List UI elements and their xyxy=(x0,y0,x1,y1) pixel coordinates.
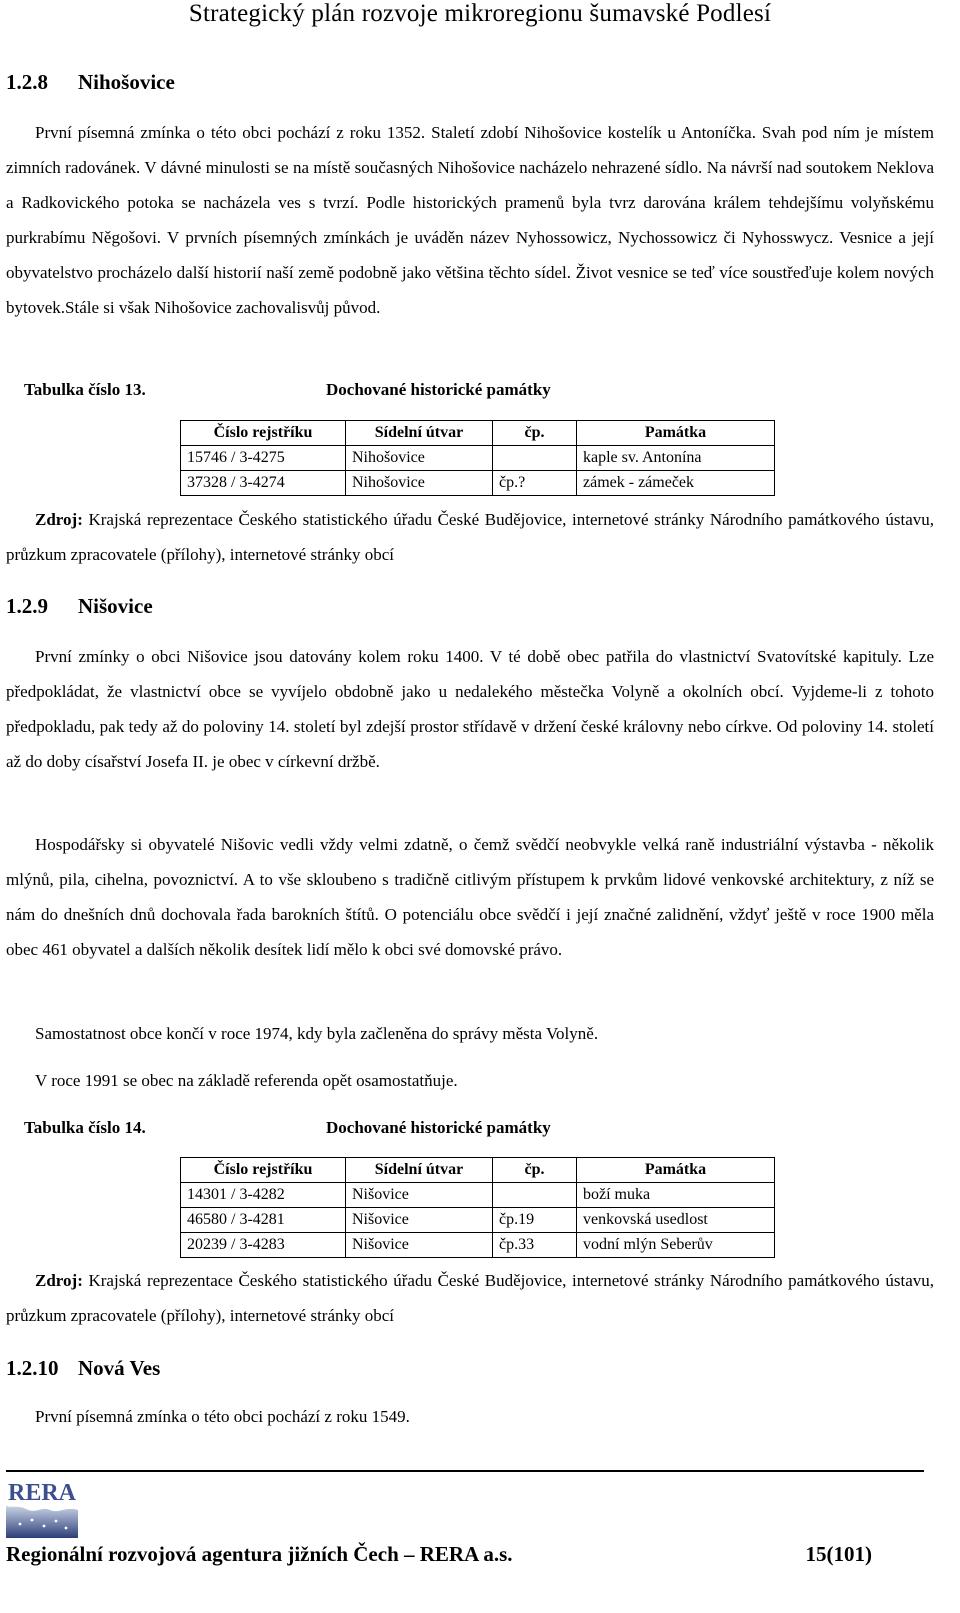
paragraph-nihosovice: První písemná zmínka o této obci pochází z roku 1352. Staletí zdobí Nihošovice kostelík u Antoníčka. Svah pod ním je místem zimních radovánek. V dávné minulosti se na místě současných Nihošovice nacházelo nehrazené sídlo. Na návrší nad soutokem Neklova a Radkovického potoka se nacházela ves s tvrzí. Podle historických pramenů byla tvrz darována králem tehdejšímu volyňskému purkrabímu Něgošovi. V prvních písemných zmínkách je uváděn název Nyhossowicz, Nychossowicz či Nyhosswycz. Vesnice a její obyvatelstvo procházelo další historií naší země podobně jako většina těchto sídel. Život vesnice se teď více soustřeďuje kolem nových bytovek.Stále si však Nihošovice zachovalisvůj původ. xyxy=(6,123,934,317)
table-cell: Nihošovice xyxy=(346,471,493,496)
paragraph-nova-ves: První písemná zmínka o této obci pochází z roku 1549. xyxy=(35,1407,410,1426)
source-text: Krajská reprezentace Českého statistického úřadu České Budějovice, internetové stránky Národního památkového ústavu, průzkum zpracovatele (přílohy), internetové stránky obcí xyxy=(6,1271,934,1325)
table-row xyxy=(181,1183,775,1208)
source-label: Zdroj: xyxy=(35,510,83,529)
page-number: 15(101) xyxy=(805,1542,872,1566)
monuments-table-13 xyxy=(180,420,775,496)
section-title: Nišovice xyxy=(78,594,153,618)
paragraph-nisovice-1: První zmínky o obci Nišovice jsou datovány kolem roku 1400. V té době obec patřila do vlastnictví Svatovítské kapituly. Lze předpokládat, že vlastnictví obce se vyvíjelo obdobně jako u nedalekého městečka Volyně a okolních obcí. Vyjdeme-li z tohoto předpokladu, pak tedy až do poloviny 14. století byl zdejší prostor střídavě v držení české královny nebo církve. Od poloviny 14. století až do doby císařství Josefa II. je obec v církevní držbě. xyxy=(6,647,934,771)
column-header: Číslo rejstříku xyxy=(181,1158,346,1183)
column-header: Sídelní útvar xyxy=(346,421,493,446)
table-cell: zámek - zámeček xyxy=(577,471,775,496)
table-cell xyxy=(493,1183,577,1208)
rera-logo xyxy=(6,1476,78,1538)
column-header: Sídelní útvar xyxy=(346,1158,493,1183)
footer-organization: Regionální rozvojová agentura jižních Čech – RERA a.s. xyxy=(6,1542,513,1566)
section-number: 1.2.9 xyxy=(6,594,48,618)
paragraph-nisovice-4: V roce 1991 se obec na základě referenda opět osamostatňuje. xyxy=(35,1071,458,1090)
column-header: Číslo rejstříku xyxy=(181,421,346,446)
section-heading-nisovice xyxy=(6,594,153,618)
table-label: Tabulka číslo 14. xyxy=(24,1118,146,1137)
table-title: Dochované historické památky xyxy=(326,1118,551,1137)
table-cell: čp.? xyxy=(493,471,577,496)
table-cell: vodní mlýn Seberův xyxy=(577,1233,775,1258)
table-cell: venkovská usedlost xyxy=(577,1208,775,1233)
table-cell: Nišovice xyxy=(346,1208,493,1233)
table-cell: kaple sv. Antonína xyxy=(577,446,775,471)
table-label: Tabulka číslo 13. xyxy=(24,380,146,399)
section-number: 1.2.10 xyxy=(6,1356,59,1380)
table-cell: 37328 / 3-4274 xyxy=(181,471,346,496)
section-number: 1.2.8 xyxy=(6,70,48,94)
section-heading-nihosovice xyxy=(6,70,175,94)
table-cell: 14301 / 3-4282 xyxy=(181,1183,346,1208)
section-heading-nova-ves xyxy=(6,1356,160,1380)
section-title: Nihošovice xyxy=(78,70,175,94)
table-header-row xyxy=(181,421,775,446)
table-row xyxy=(181,1208,775,1233)
table-header-row xyxy=(181,1158,775,1183)
table-cell: Nihošovice xyxy=(346,446,493,471)
table-cell: Nišovice xyxy=(346,1183,493,1208)
footer-rule xyxy=(6,1470,924,1472)
table-caption-14 xyxy=(24,1117,551,1139)
table-row xyxy=(181,1233,775,1258)
logo-text: RERA xyxy=(8,1480,77,1506)
running-head: Strategický plán rozvoje mikroregionu šumavské Podlesí xyxy=(188,0,772,27)
column-header: Památka xyxy=(577,1158,775,1183)
table-row xyxy=(181,471,775,496)
table-cell xyxy=(493,446,577,471)
table-title: Dochované historické památky xyxy=(326,380,551,399)
table-cell: 46580 / 3-4281 xyxy=(181,1208,346,1233)
column-header: čp. xyxy=(493,421,577,446)
paragraph-nisovice-2: Hospodářsky si obyvatelé Nišovic vedli vždy velmi zdatně, o čemž svědčí neobvykle velká raně industriální výstavba - několik mlýnů, pila, cihelna, povoznictví. A to vše skloubeno s tradičně citlivým přístupem k prvkům lidové venkovské architektury, z níž se nám do dnešních dnů dochovala řada barokních štítů. O potenciálu obce svědčí i její značné zalidnění, vždyť ještě v roce 1900 měla obec 461 obyvatel a dalších několik desítek lidí mělo k obci své domovské právo. xyxy=(6,835,934,959)
table-cell: čp.33 xyxy=(493,1233,577,1258)
monuments-table-14 xyxy=(180,1157,775,1258)
section-title: Nová Ves xyxy=(78,1356,161,1380)
source-note-13 xyxy=(6,502,934,572)
paragraph-nisovice-3: Samostatnost obce končí v roce 1974, kdy byla začleněna do správy města Volyně. xyxy=(35,1024,599,1043)
source-note-14 xyxy=(6,1263,934,1333)
footer xyxy=(6,1542,872,1566)
table-cell: boží muka xyxy=(577,1183,775,1208)
table-cell: čp.19 xyxy=(493,1208,577,1233)
table-caption-13 xyxy=(24,379,551,401)
table-cell: 15746 / 3-4275 xyxy=(181,446,346,471)
table-cell: 20239 / 3-4283 xyxy=(181,1233,346,1258)
column-header: Památka xyxy=(577,421,775,446)
source-text: Krajská reprezentace Českého statistického úřadu České Budějovice, internetové stránky Národního památkového ústavu, průzkum zpracovatele (přílohy), internetové stránky obcí xyxy=(6,510,934,564)
table-row xyxy=(181,446,775,471)
table-cell: Nišovice xyxy=(346,1233,493,1258)
source-label: Zdroj: xyxy=(35,1271,83,1290)
column-header: čp. xyxy=(493,1158,577,1183)
